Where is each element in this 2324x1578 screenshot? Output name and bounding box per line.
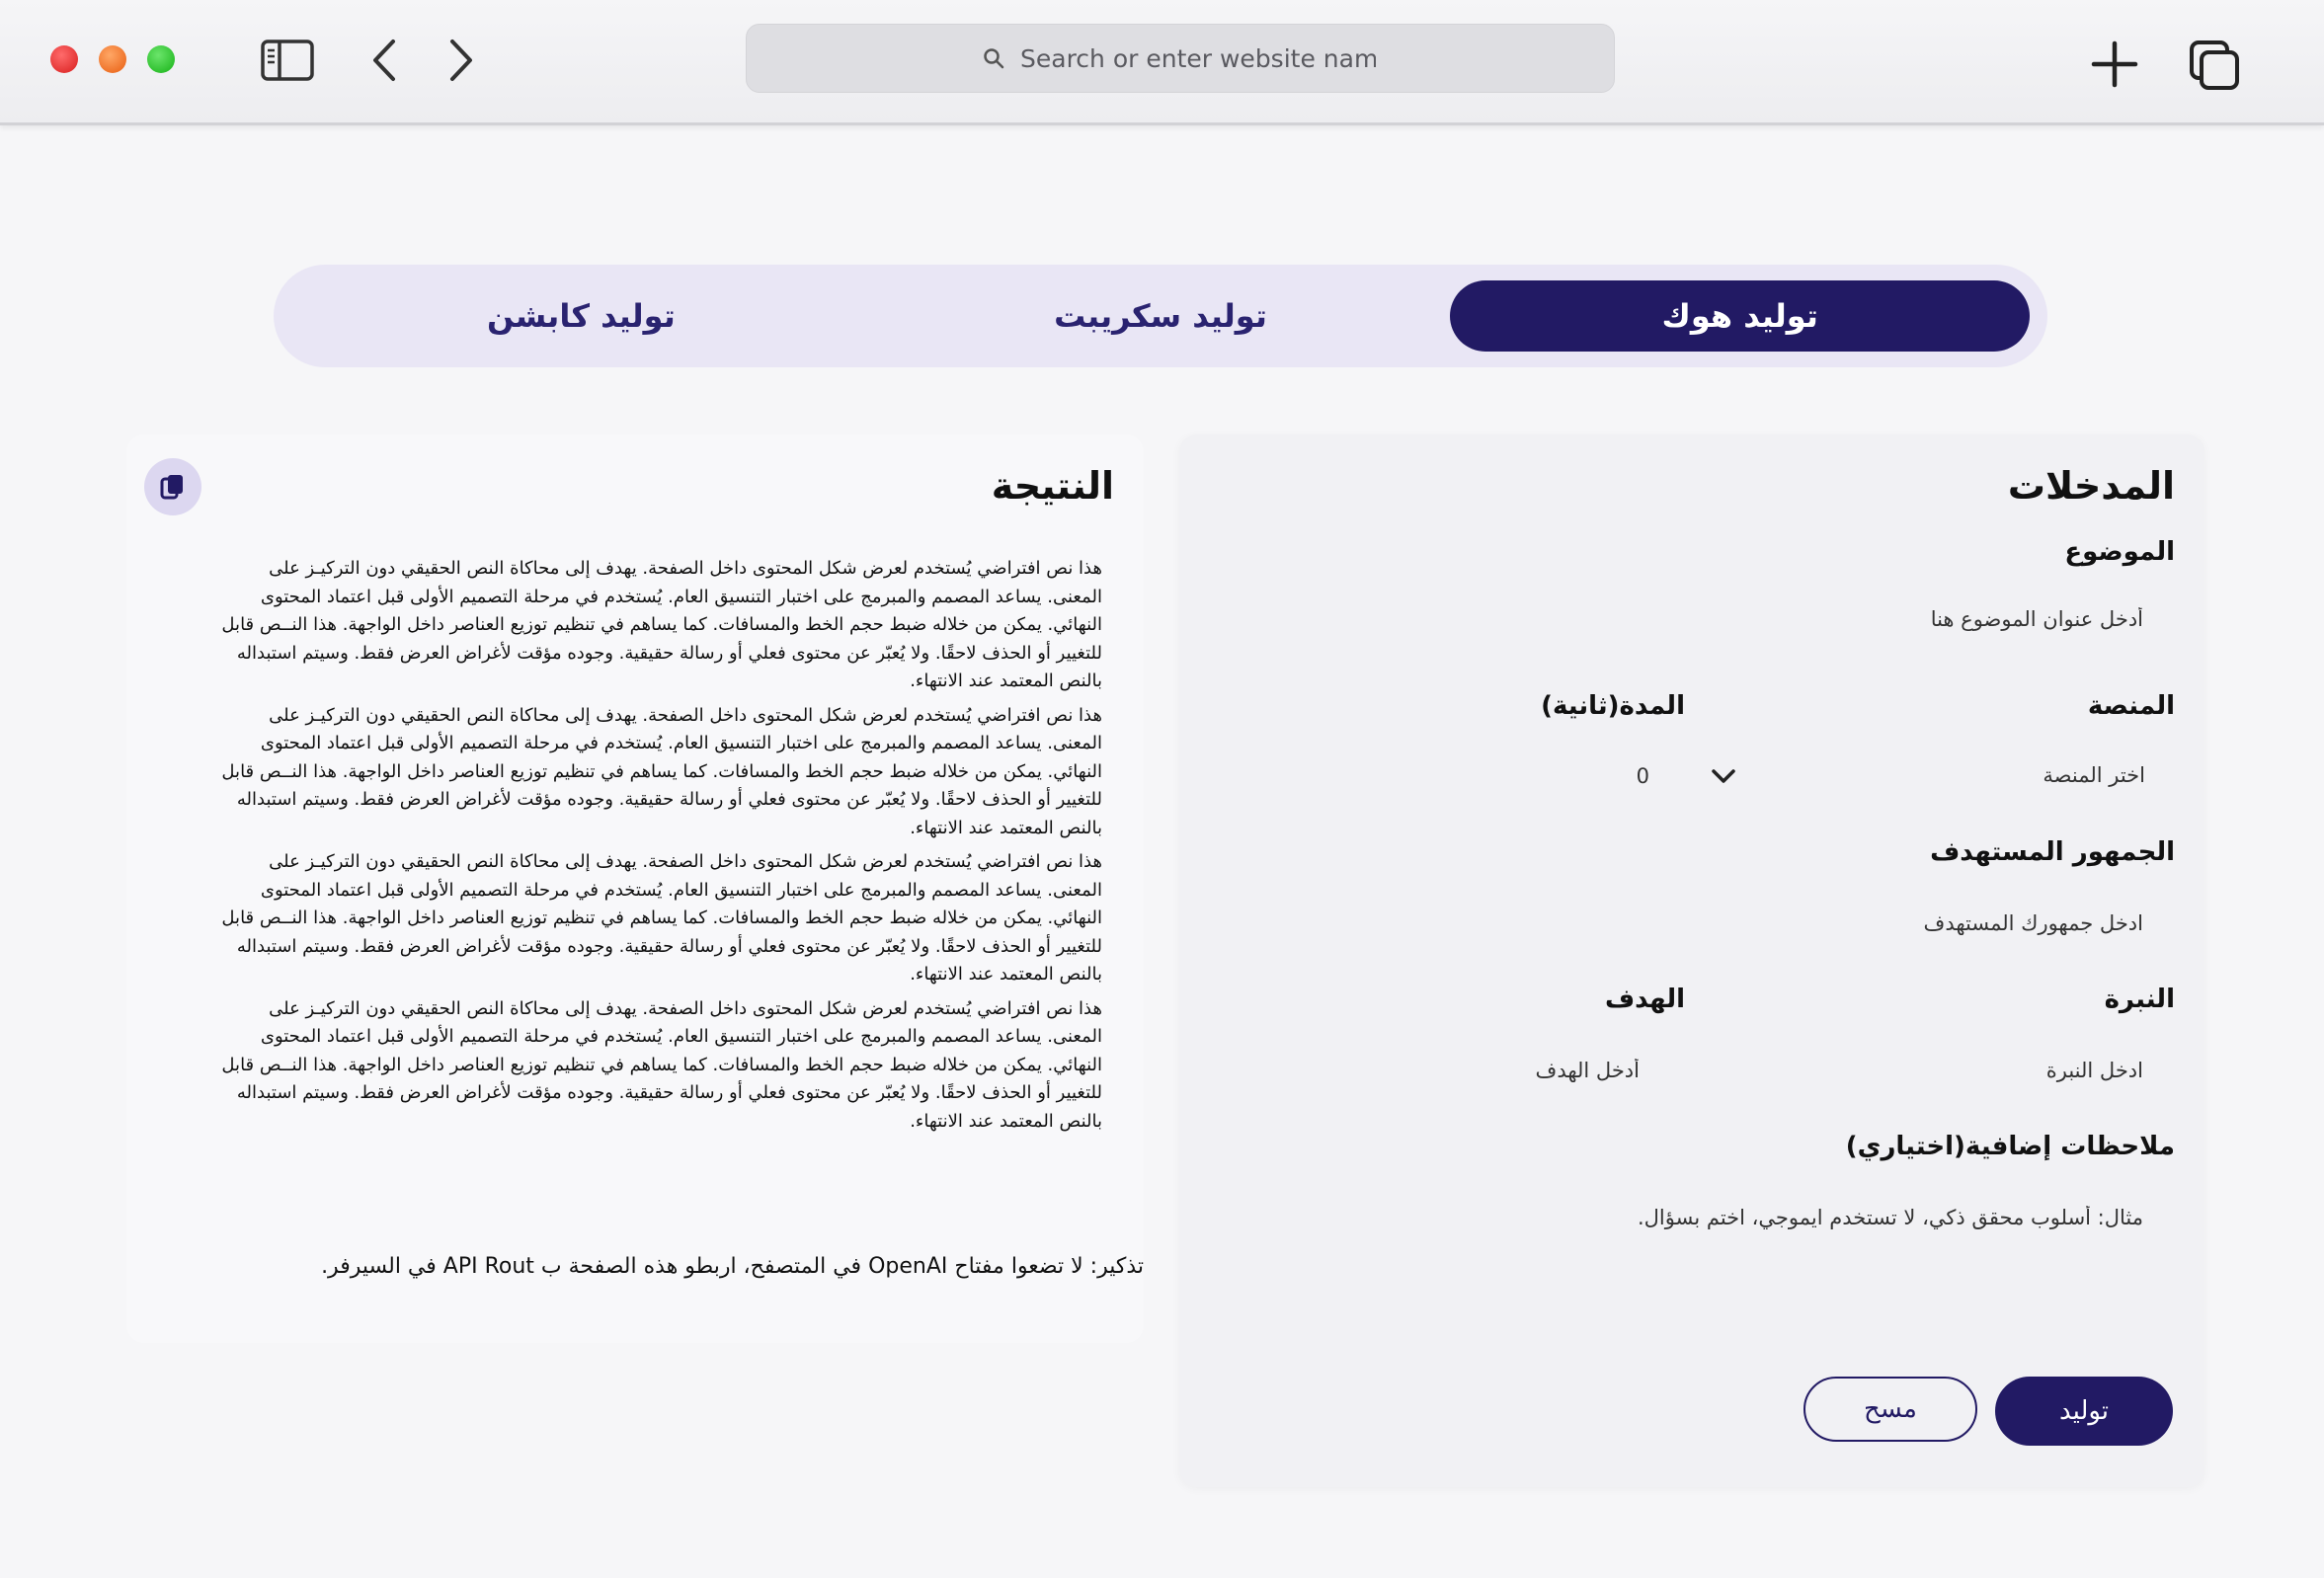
copy-button[interactable] (144, 458, 201, 515)
platform-select-value: اختر المنصة (2043, 763, 2145, 787)
tab-generate-script[interactable]: توليد سكريبت (1054, 297, 1267, 335)
topic-label: الموضوع (2064, 537, 2175, 567)
search-icon (983, 47, 1004, 69)
address-input[interactable] (1018, 43, 1378, 74)
topic-input[interactable] (1252, 589, 2145, 650)
chevron-down-icon (1711, 767, 1736, 785)
maximize-window-button[interactable] (147, 45, 175, 73)
goal-label: الهدف (1604, 985, 1685, 1014)
tab-overview-icon[interactable] (2189, 39, 2240, 91)
result-panel (126, 434, 1144, 1343)
result-paragraph: هذا نص افتراضي يُستخدم لعرض شكل المحتوى داخل الصفحة. يهدف إلى محاكاة النص الحقيقي دون التركيـز على المعنى. يساعد المصمم والمبرمج على اختبار التنسيق العام. يُستخدم في مرحلة التصميم الأولى قبل اعتماد المحتوى النهائي. يمكن من خلاله ضبط حجم الخط والمسافات. كما يساهم في تنظيم توزيع العناصر داخل الواجهة. هذا النــص قابل للتغيير أو الحذف لاحقًا. ولا يُعبّر عن محتوى فعلي أو رسالة حقيقية. وجوده مؤقت لأغراض العرض فقط. وسيتم استبداله بالنص المعتمد عند الانتهاء. (221, 558, 1102, 691)
address-bar[interactable] (746, 24, 1615, 93)
generate-button[interactable]: توليد (1995, 1377, 2173, 1446)
tab-generate-hook[interactable]: توليد هوك (1450, 280, 2030, 352)
copy-icon (160, 473, 186, 501)
new-tab-icon[interactable] (2090, 39, 2139, 89)
duration-label: المدة(ثانية) (1541, 691, 1685, 721)
sidebar-toggle-icon[interactable] (261, 39, 314, 81)
audience-label: الجمهور المستهدف (1930, 837, 2175, 867)
back-arrow-icon[interactable] (367, 38, 401, 83)
inputs-title: المدخلات (2007, 464, 2175, 508)
generator-tabs (274, 265, 2047, 367)
duration-input[interactable] (1233, 746, 1651, 807)
result-paragraph: هذا نص افتراضي يُستخدم لعرض شكل المحتوى داخل الصفحة. يهدف إلى محاكاة النص الحقيقي دون التركيـز على المعنى. يساعد المصمم والمبرمج على اختبار التنسيق العام. يُستخدم في مرحلة التصميم الأولى قبل اعتماد المحتوى النهائي. يمكن من خلاله ضبط حجم الخط والمسافات. كما يساهم في تنظيم توزيع العناصر داخل الواجهة. هذا النــص قابل للتغيير أو الحذف لاحقًا. ولا يُعبّر عن محتوى فعلي أو رسالة حقيقية. وجوده مؤقت لأغراض العرض فقط. وسيتم استبداله بالنص المعتمد عند الانتهاء. (221, 997, 1102, 1132)
platform-label: المنصة (2087, 691, 2175, 721)
close-window-button[interactable] (50, 45, 78, 73)
goal-input[interactable] (1223, 1040, 1642, 1101)
forward-arrow-icon[interactable] (444, 38, 478, 83)
inputs-panel (1179, 434, 2204, 1487)
result-paragraph: هذا نص افتراضي يُستخدم لعرض شكل المحتوى داخل الصفحة. يهدف إلى محاكاة النص الحقيقي دون التركيـز على المعنى. يساعد المصمم والمبرمج على اختبار التنسيق العام. يُستخدم في مرحلة التصميم الأولى قبل اعتماد المحتوى النهائي. يمكن من خلاله ضبط حجم الخط والمسافات. كما يساهم في تنظيم توزيع العناصر داخل الواجهة. هذا النــص قابل للتغيير أو الحذف لاحقًا. ولا يُعبّر عن محتوى فعلي أو رسالة حقيقية. وجوده مؤقت لأغراض العرض فقط. وسيتم استبداله بالنص المعتمد عند الانتهاء. (221, 704, 1102, 838)
tone-input[interactable] (1707, 1040, 2145, 1101)
minimize-window-button[interactable] (99, 45, 126, 73)
audience-input[interactable] (1252, 893, 2145, 954)
api-key-note: تذكير: لا تضعوا مفتاح OpenAI في المتصفح، اربطو هذه الصفحة ب API Rout في السيرفر. (321, 1254, 1144, 1279)
browser-toolbar (0, 0, 2324, 125)
notes-input[interactable] (1252, 1187, 2145, 1248)
notes-label: ملاحظات إضافية(اختياري) (1845, 1132, 2175, 1161)
tab-generate-caption[interactable]: توليد كابشن (486, 297, 676, 335)
platform-select[interactable] (1711, 746, 2145, 805)
result-text (213, 555, 1102, 1142)
result-title: النتيجة (991, 464, 1114, 508)
tone-label: النبرة (2104, 985, 2175, 1014)
result-paragraph: هذا نص افتراضي يُستخدم لعرض شكل المحتوى داخل الصفحة. يهدف إلى محاكاة النص الحقيقي دون التركيـز على المعنى. يساعد المصمم والمبرمج على اختبار التنسيق العام. يُستخدم في مرحلة التصميم الأولى قبل اعتماد المحتوى النهائي. يمكن من خلاله ضبط حجم الخط والمسافات. كما يساهم في تنظيم توزيع العناصر داخل الواجهة. هذا النــص قابل للتغيير أو الحذف لاحقًا. ولا يُعبّر عن محتوى فعلي أو رسالة حقيقية. وجوده مؤقت لأغراض العرض فقط. وسيتم استبداله بالنص المعتمد عند الانتهاء. (221, 851, 1102, 985)
clear-button[interactable]: مسح (1803, 1377, 1977, 1442)
